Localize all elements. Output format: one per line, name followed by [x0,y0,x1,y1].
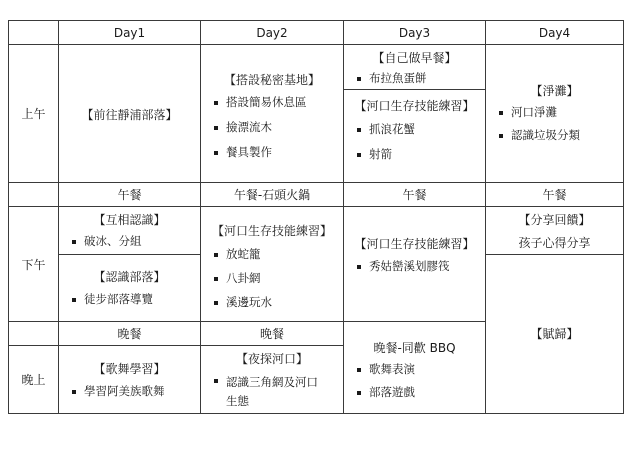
activity-list [211,373,327,411]
activity-list [496,105,580,143]
list-item: 秀姑巒溪划膠筏 [354,259,450,274]
list-item: 學習阿美族歌舞 [69,384,165,399]
activity-title: 【前往靜浦部落】 [81,108,178,122]
activity-title: 【夜探河口】 [235,352,308,366]
activity-list [211,247,272,310]
list-item: 河口淨灘 [496,105,580,120]
header-day2: Day2 [200,20,344,45]
corner-cell [8,20,59,45]
list-item: 徒步部落導覽 [69,292,153,307]
activity-list [69,234,142,249]
activity-title: 【淨灘】 [530,84,579,98]
afternoon-day1a-cell [58,206,201,255]
morning-day3b-cell [343,89,486,183]
header-day3: Day3 [343,20,486,45]
activity-title: 晚餐-同歡 BBQ [373,341,456,355]
period-dinner-blank [8,321,59,346]
activity-title: 【自己做早餐】 [372,51,457,65]
activity-title: 【河口生存技能練習】 [211,224,332,238]
lunch-day1: 午餐 [58,182,201,207]
morning-day3a-cell [343,44,486,90]
activity-list [69,292,153,307]
morning-day4-cell [485,44,624,183]
activity-title: 【賦歸】 [530,327,579,341]
activity-line: 孩子心得分享 [518,236,591,250]
header-day1: Day1 [58,20,201,45]
dinner-day2: 晚餐 [200,321,344,346]
list-item: 餐具製作 [211,145,307,160]
list-item: 認識垃圾分類 [496,128,580,143]
list-item: 撿漂流木 [211,120,307,135]
period-evening: 晚上 [8,345,59,414]
list-item: 抓浪花蟹 [354,122,415,137]
activity-title: 【認識部落】 [93,270,166,284]
activity-title: 【互相認識】 [93,213,166,227]
activity-title: 【河口生存技能練習】 [354,237,475,251]
list-item: 搭設簡易休息區 [211,95,307,110]
list-item: 歌舞表演 [354,362,415,377]
activity-list [354,259,450,274]
lunch-day2: 午餐-石頭火鍋 [200,182,344,207]
period-morning: 上午 [8,44,59,183]
afternoon-day2-cell [200,206,344,322]
afternoon-day1b-cell [58,254,201,322]
activity-list [354,71,427,86]
activity-title: 【歌舞學習】 [93,362,166,376]
morning-day1-cell [58,44,201,183]
lunch-day3: 午餐 [343,182,486,207]
evening-day2-cell [200,345,344,414]
afternoon-day4-cell [485,206,624,255]
list-item: 放蛇籠 [211,247,272,262]
activity-list [354,362,415,400]
activity-title: 【河口生存技能練習】 [354,99,475,113]
list-item: 射箭 [354,147,415,162]
period-lunch-blank [8,182,59,207]
evening-day4-cell [485,254,624,414]
period-afternoon: 下午 [8,206,59,322]
morning-day2-cell [200,44,344,183]
activity-list [211,95,307,160]
activity-title: 【分享回饋】 [518,213,591,227]
list-item: 破冰、分組 [69,234,142,249]
list-item: 認識三角網及河口生態 [211,373,327,411]
afternoon-day3-cell [343,206,486,322]
evening-day3-cell [343,321,486,414]
list-item: 布拉魚蛋餅 [354,71,427,86]
dinner-day1: 晚餐 [58,321,201,346]
header-day4: Day4 [485,20,624,45]
list-item: 八卦網 [211,271,272,286]
list-item: 部落遊戲 [354,385,415,400]
activity-title: 【搭設秘密基地】 [223,73,320,87]
activity-list [69,384,165,399]
evening-day1-cell [58,345,201,414]
list-item: 溪邊玩水 [211,295,272,310]
activity-list [354,122,415,162]
lunch-day4: 午餐 [485,182,624,207]
